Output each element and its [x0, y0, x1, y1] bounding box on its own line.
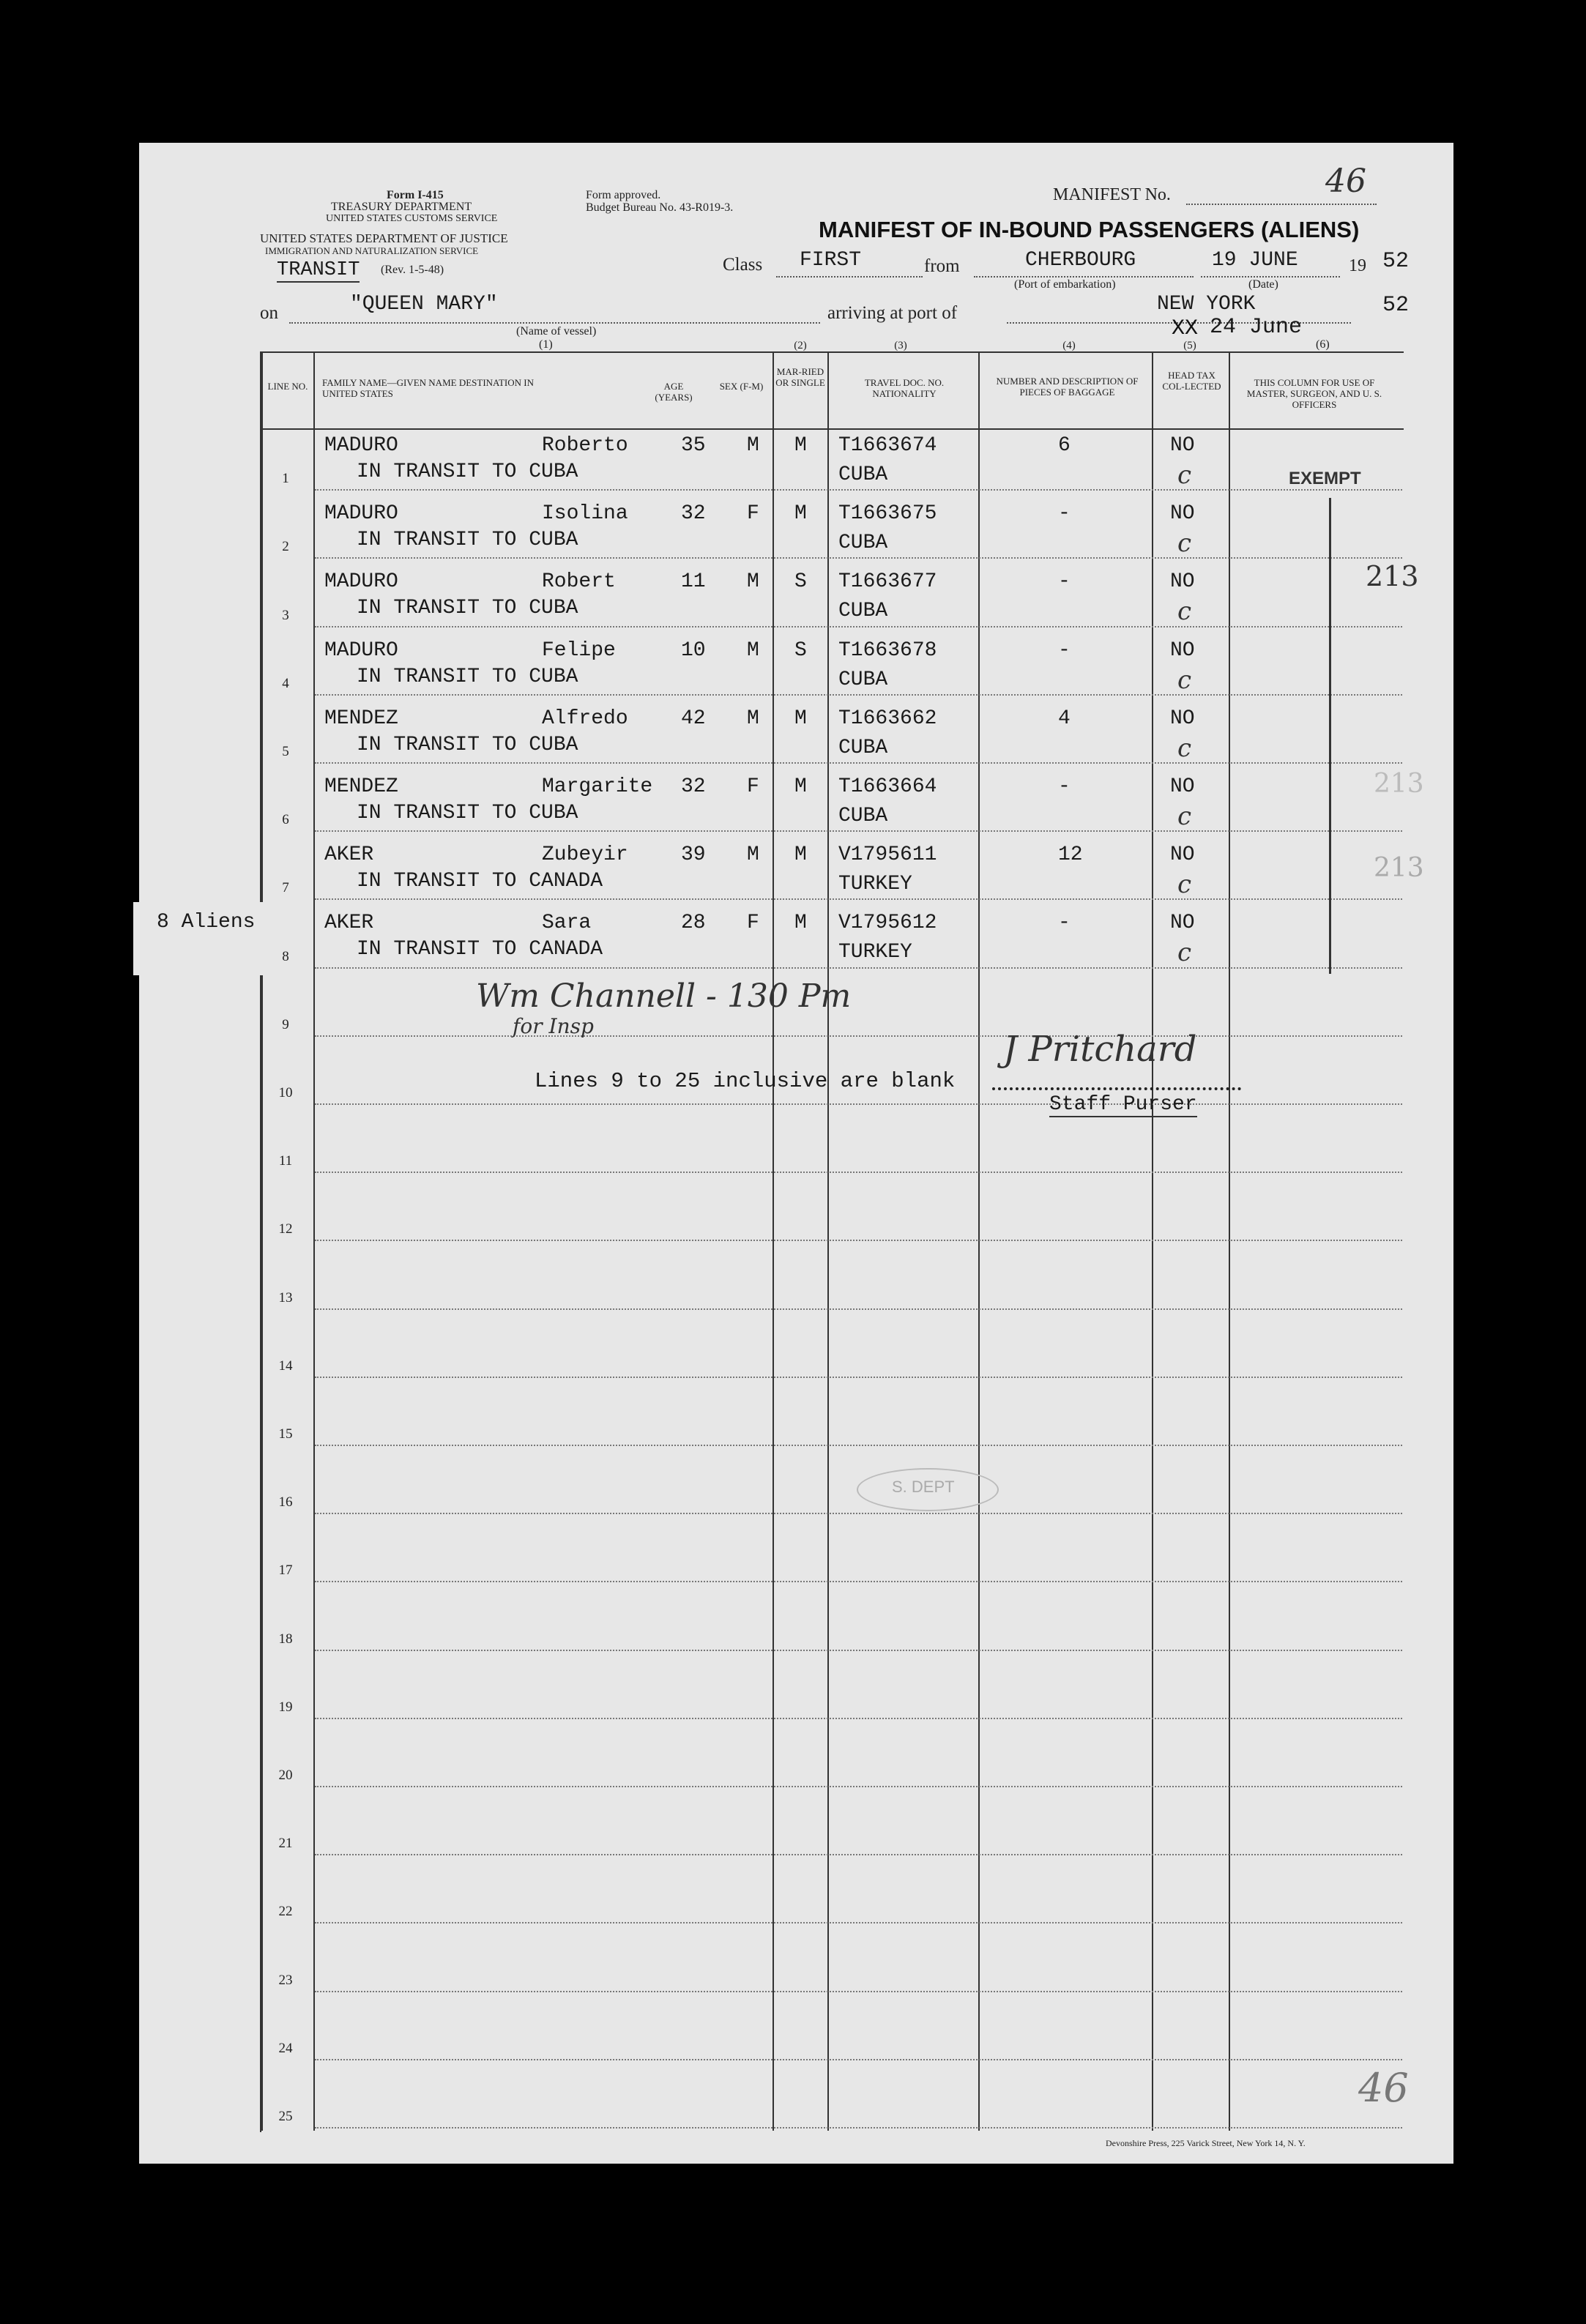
- line-number: 13: [278, 1289, 293, 1306]
- manifest-no-label: MANIFEST No.: [1053, 185, 1171, 204]
- nationality: TURKEY: [838, 941, 912, 964]
- row-divider: [315, 762, 1402, 764]
- age: 32: [681, 775, 706, 798]
- printer-credit: Devonshire Press, 225 Varick Street, New York 14, N. Y.: [1106, 2138, 1306, 2148]
- line-number: 4: [282, 675, 289, 691]
- line-number: 9: [282, 1016, 289, 1032]
- arrival-port: NEW YORK: [1157, 293, 1256, 316]
- row-divider: [315, 1035, 1402, 1037]
- blank-lines-note: Lines 9 to 25 inclusive are blank: [535, 1069, 956, 1093]
- nationality: CUBA: [838, 668, 888, 691]
- row-divider: [315, 1445, 1402, 1446]
- travel-doc-number: T1663678: [838, 638, 937, 662]
- age: 32: [681, 502, 706, 526]
- line-number: 12: [278, 1221, 293, 1237]
- marital-status: M: [794, 502, 807, 526]
- header-travel: TRAVEL DOC. NO. NATIONALITY: [864, 377, 945, 399]
- code-213-faint: 213: [1374, 853, 1424, 883]
- age: 10: [681, 638, 706, 662]
- row-divider: [315, 1786, 1402, 1787]
- baggage-count: 4: [1058, 707, 1071, 730]
- family-name: AKER: [324, 912, 374, 935]
- marital-status: S: [794, 570, 807, 594]
- header-travel-num: (3): [894, 340, 907, 351]
- row-divider: [315, 1308, 1402, 1310]
- line-number: 24: [278, 2040, 293, 2056]
- head-tax: NO: [1170, 775, 1195, 798]
- col-divider: [261, 351, 263, 2131]
- sex: M: [747, 570, 759, 594]
- row-divider: [315, 1854, 1402, 1855]
- row-divider: [315, 1172, 1402, 1173]
- line-number: 3: [282, 607, 289, 623]
- tax-check-mark: c: [1177, 597, 1192, 627]
- line-number: 20: [278, 1768, 293, 1783]
- family-name: MENDEZ: [324, 775, 398, 798]
- family-name: MADURO: [324, 502, 398, 526]
- marital-status: M: [794, 775, 807, 798]
- travel-doc-number: V1795612: [838, 912, 937, 935]
- given-name: Margarite: [542, 775, 653, 798]
- col6-number: (6): [1316, 338, 1330, 351]
- baggage-count: -: [1058, 502, 1071, 526]
- tax-check-mark: c: [1177, 938, 1192, 968]
- travel-doc-number: V1795611: [838, 843, 937, 867]
- row-divider: [315, 967, 1402, 969]
- line-number: 14: [278, 1357, 293, 1374]
- port-embarkation-caption: (Port of embarkation): [1014, 278, 1116, 291]
- header-officers: THIS COLUMN FOR USE OF MASTER, SURGEON, AND U. S. OFFICERS: [1246, 377, 1382, 410]
- row-divider: [315, 557, 1402, 559]
- baggage-count: -: [1058, 638, 1071, 662]
- age: 42: [681, 707, 706, 730]
- handwritten-note-2: for Insp: [513, 1014, 594, 1038]
- family-name: MADURO: [324, 570, 398, 594]
- manifest-title: MANIFEST OF IN-BOUND PASSENGERS (ALIENS): [819, 217, 1360, 242]
- class-label: Class: [723, 255, 763, 275]
- arrival-year: 52: [1382, 293, 1410, 318]
- form-approved: Form approved.: [586, 189, 661, 201]
- line-number: 18: [278, 1631, 293, 1647]
- class-value: FIRST: [800, 249, 862, 272]
- travel-doc-number: T1663662: [838, 707, 937, 730]
- handwritten-note: Wm Channell - 130 Pm: [476, 977, 852, 1015]
- from-label: from: [924, 256, 960, 276]
- row-divider: [315, 1991, 1402, 1992]
- code-213-faint: 213: [1374, 769, 1424, 799]
- row-divider: [315, 1377, 1402, 1378]
- row-divider: [315, 489, 1402, 491]
- travel-doc-number: T1663664: [838, 775, 937, 798]
- line-number: 1: [282, 471, 289, 487]
- on-label: on: [260, 303, 278, 323]
- line-number: 25: [278, 2109, 293, 2124]
- family-name: MADURO: [324, 434, 398, 457]
- class-line: [776, 276, 923, 278]
- col1-number: (1): [539, 338, 553, 351]
- line-number: 8: [282, 948, 289, 964]
- vessel-name: "QUEEN MARY": [350, 293, 498, 316]
- line-number: 15: [278, 1426, 293, 1442]
- destination: IN TRANSIT TO CUBA: [357, 461, 578, 483]
- faint-stamp-text: S. DEPT: [892, 1478, 955, 1496]
- departure-year: 52: [1382, 249, 1410, 274]
- header-married-num: (2): [794, 340, 807, 351]
- destination: IN TRANSIT TO CUBA: [357, 597, 578, 620]
- row-divider: [315, 1513, 1402, 1514]
- header-sex: SEX (F-M): [719, 381, 764, 392]
- nationality: CUBA: [838, 532, 888, 555]
- date-caption: (Date): [1248, 278, 1278, 291]
- line-number: 5: [282, 744, 289, 759]
- head-tax: NO: [1170, 707, 1195, 730]
- marital-status: S: [794, 638, 807, 662]
- arrival-date-struck: XX: [1172, 316, 1199, 341]
- row-divider: [315, 2127, 1402, 2129]
- head-tax: NO: [1170, 638, 1195, 662]
- arrival-date: 24 June: [1210, 315, 1303, 340]
- doj-label: UNITED STATES DEPARTMENT OF JUSTICE: [260, 231, 508, 245]
- header-married: MAR-RIED OR SINGLE: [775, 366, 825, 388]
- line-number: 17: [278, 1563, 293, 1579]
- family-name: AKER: [324, 843, 374, 867]
- line-number: 19: [278, 1699, 293, 1715]
- baggage-count: -: [1058, 912, 1071, 935]
- marital-status: M: [794, 434, 807, 457]
- destination: IN TRANSIT TO CUBA: [357, 665, 578, 688]
- given-name: Robert: [542, 570, 616, 594]
- given-name: Sara: [542, 912, 592, 935]
- line-number: 21: [278, 1836, 293, 1852]
- age: 11: [681, 570, 706, 594]
- from-line: [974, 276, 1194, 278]
- row-divider: [315, 626, 1402, 627]
- tax-check-mark: c: [1177, 870, 1192, 900]
- baggage-count: 6: [1058, 434, 1071, 457]
- nationality: CUBA: [838, 736, 888, 759]
- row-divider: [315, 1240, 1402, 1241]
- age: 28: [681, 912, 706, 935]
- sex: M: [747, 707, 759, 730]
- destination: IN TRANSIT TO CANADA: [357, 870, 603, 893]
- date-line: [1201, 276, 1340, 278]
- row-divider: [315, 1103, 1402, 1105]
- head-tax: NO: [1170, 570, 1195, 594]
- sex: F: [747, 502, 759, 526]
- baggage-count: -: [1058, 775, 1071, 798]
- head-tax: NO: [1170, 434, 1195, 457]
- page-number: 46: [1358, 2065, 1409, 2111]
- tax-check-mark: c: [1177, 529, 1192, 559]
- code-213: 213: [1366, 560, 1419, 592]
- sex: M: [747, 843, 759, 867]
- marital-status: M: [794, 843, 807, 867]
- family-name: MADURO: [324, 638, 398, 662]
- budget-bureau: Budget Bureau No. 43-R019-3.: [586, 201, 734, 214]
- row-divider: [315, 830, 1402, 832]
- given-name: Isolina: [542, 502, 628, 526]
- nationality: CUBA: [838, 600, 888, 623]
- nationality: TURKEY: [838, 873, 912, 896]
- year-prefix: 19: [1349, 256, 1366, 275]
- arriving-label: arriving at port of: [827, 303, 958, 323]
- purser-signature: J Pritchard: [1003, 1029, 1197, 1070]
- given-name: Felipe: [542, 638, 616, 662]
- nationality: CUBA: [838, 805, 888, 827]
- tax-check-mark: c: [1177, 802, 1192, 831]
- vessel-line: [289, 322, 820, 324]
- row-divider: [315, 898, 1402, 900]
- age: 39: [681, 843, 706, 867]
- baggage-count: 12: [1058, 843, 1083, 867]
- row-divider: [315, 1718, 1402, 1719]
- header-name: FAMILY NAME—GIVEN NAME DESTINATION IN UNITED STATES: [322, 377, 535, 399]
- transit-label: TRANSIT: [277, 259, 360, 281]
- line-number: 16: [278, 1494, 293, 1511]
- exempt-stamp: EXEMPT: [1289, 469, 1361, 488]
- nationality: CUBA: [838, 463, 888, 486]
- age: 35: [681, 434, 706, 457]
- header-headtax-num: (5): [1183, 340, 1196, 351]
- marital-status: M: [794, 912, 807, 935]
- line-number: 22: [278, 1904, 293, 1920]
- destination: IN TRANSIT TO CUBA: [357, 529, 578, 552]
- given-name: Zubeyir: [542, 843, 628, 867]
- destination: IN TRANSIT TO CANADA: [357, 938, 603, 961]
- line-number: 10: [278, 1085, 293, 1100]
- given-name: Alfredo: [542, 707, 628, 730]
- line-number: 2: [282, 539, 289, 555]
- signature-line: [992, 1087, 1241, 1090]
- travel-doc-number: T1663675: [838, 502, 937, 526]
- destination: IN TRANSIT TO CUBA: [357, 733, 578, 756]
- manifest-no-line: [1186, 204, 1377, 205]
- header-line-no: LINE NO.: [267, 381, 308, 392]
- sex: F: [747, 912, 759, 935]
- line-number: 11: [278, 1153, 293, 1169]
- baggage-count: -: [1058, 570, 1071, 594]
- row-divider: [315, 2059, 1402, 2060]
- header-baggage: NUMBER AND DESCRIPTION OF PIECES OF BAGGAGE: [996, 376, 1139, 398]
- manifest-number: 46: [1325, 163, 1366, 200]
- head-tax: NO: [1170, 502, 1195, 526]
- header-rule: [261, 428, 1404, 430]
- staff-purser-label: Staff Purser: [1049, 1093, 1197, 1116]
- from-value: CHERBOURG: [1025, 249, 1136, 272]
- tax-check-mark: c: [1177, 733, 1192, 763]
- line-number: 23: [278, 1972, 293, 1988]
- row-divider: [315, 1581, 1402, 1582]
- revision: (Rev. 1-5-48): [381, 264, 444, 276]
- line-number: 6: [282, 812, 289, 828]
- customs-service: UNITED STATES CUSTOMS SERVICE: [326, 213, 498, 224]
- tax-check-mark: c: [1177, 665, 1192, 695]
- row-divider: [315, 1650, 1402, 1651]
- sex: M: [747, 434, 759, 457]
- row-divider: [315, 1922, 1402, 1923]
- row-divider: [315, 694, 1402, 696]
- line-number: 7: [282, 880, 289, 896]
- travel-doc-number: T1663674: [838, 434, 937, 457]
- treasury-dept: TREASURY DEPARTMENT: [331, 201, 472, 213]
- vessel-caption: (Name of vessel): [516, 325, 597, 338]
- departure-date: 19 JUNE: [1212, 249, 1298, 272]
- head-tax: NO: [1170, 843, 1195, 867]
- family-name: MENDEZ: [324, 707, 398, 730]
- header-age: AGE (YEARS): [655, 381, 693, 403]
- header-headtax: HEAD TAX COL-LECTED: [1162, 370, 1221, 392]
- header-baggage-num: (4): [1062, 340, 1076, 351]
- travel-doc-number: T1663677: [838, 570, 937, 594]
- marital-status: M: [794, 707, 807, 730]
- exempt-bracket: [1329, 498, 1331, 974]
- ins-label: IMMIGRATION AND NATURALIZATION SERVICE: [265, 245, 479, 256]
- destination: IN TRANSIT TO CUBA: [357, 802, 578, 824]
- sex: F: [747, 775, 759, 798]
- aliens-count: 8 Aliens: [157, 911, 256, 934]
- sex: M: [747, 638, 759, 662]
- form-number: Form I-415: [387, 189, 444, 201]
- given-name: Roberto: [542, 434, 628, 457]
- head-tax: NO: [1170, 912, 1195, 935]
- tax-check-mark: c: [1177, 461, 1192, 490]
